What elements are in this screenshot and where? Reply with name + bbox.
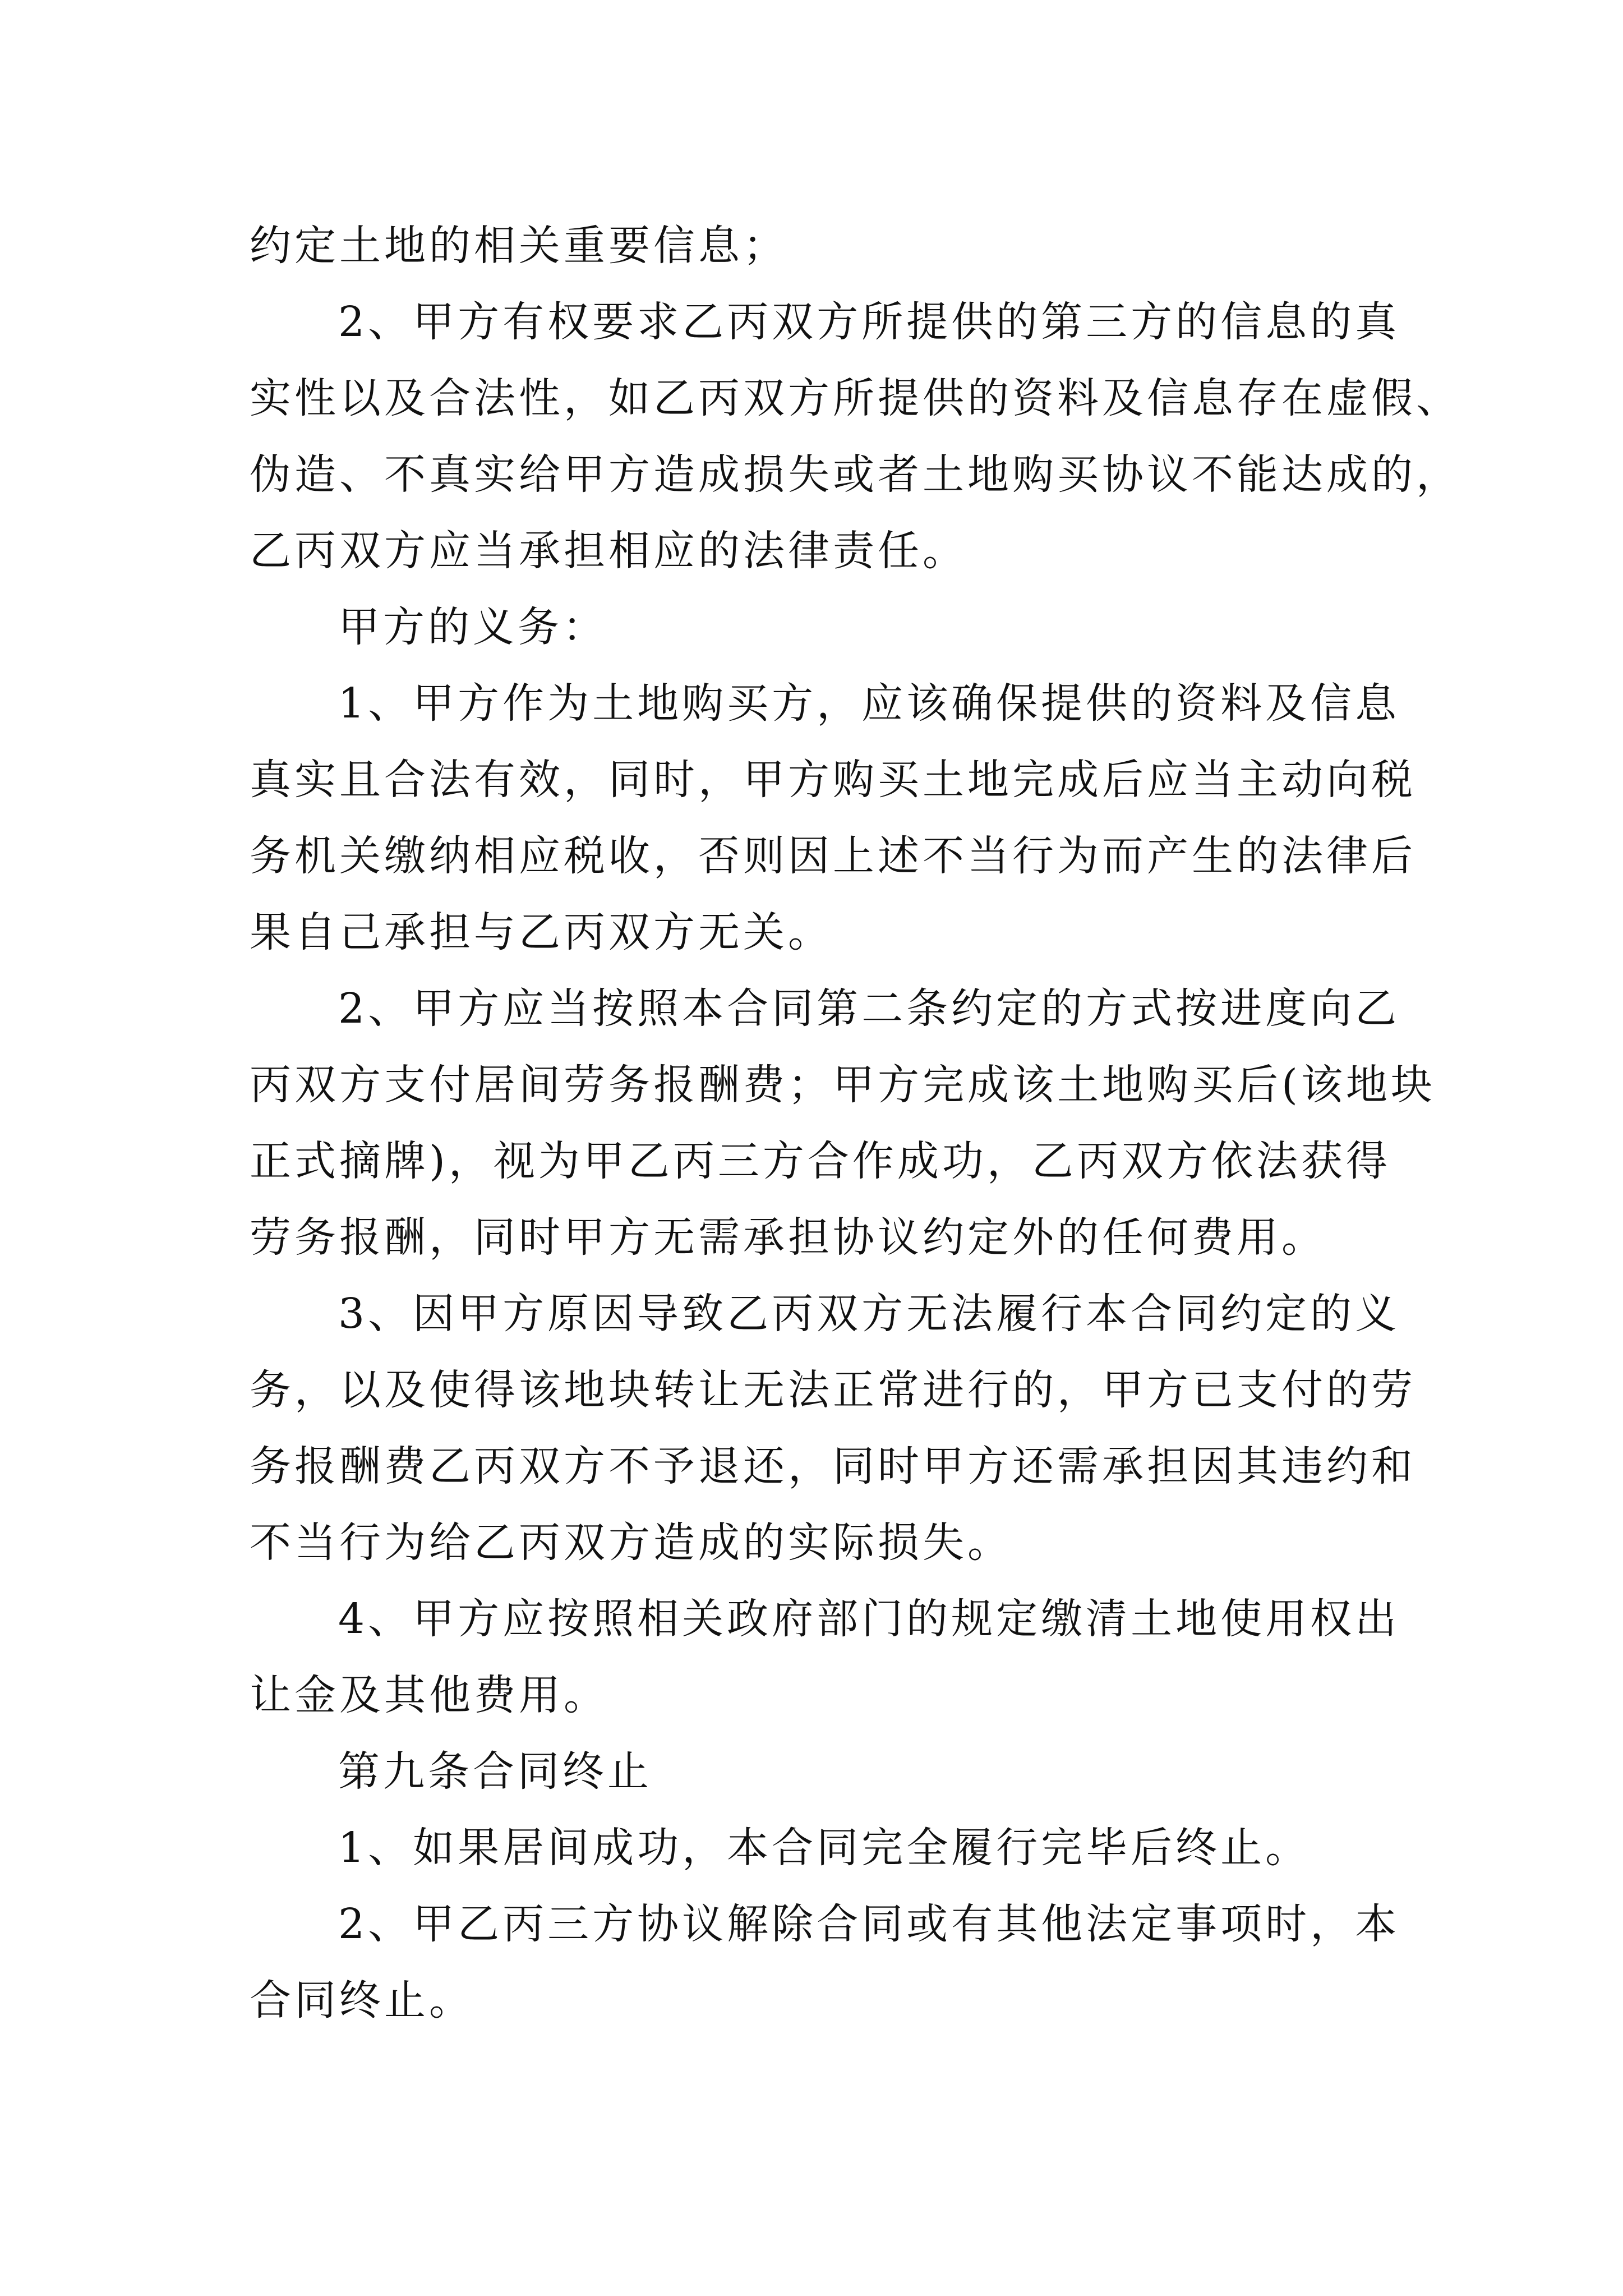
text-line: 合同终止。: [250, 1976, 474, 2024]
text-line: 乙丙双方应当承担相应的法律责任。: [250, 527, 967, 575]
text-line: 2、甲方有权要求乙丙双方所提供的第三方的信息的真: [338, 298, 1400, 346]
text-line: 1、甲方作为土地购买方，应该确保提供的资料及信息: [338, 679, 1400, 728]
text-line: 丙双方支付居间劳务报酬费；甲方完成该土地购买后(该地块: [250, 1061, 1436, 1109]
text-line: 2、甲方应当按照本合同第二条约定的方式按进度向乙: [338, 984, 1400, 1033]
text-line: 伪造、不真实给甲方造成损失或者土地购买协议不能达成的，: [250, 450, 1461, 499]
contract-body-text: [250, 208, 1461, 2039]
text-line: 让金及其他费用。: [250, 1671, 608, 1719]
text-line: 约定土地的相关重要信息；: [250, 222, 788, 270]
text-line: 真实且合法有效，同时，甲方购买土地完成后应当主动向税: [250, 756, 1416, 804]
text-line: 第九条合同终止: [338, 1747, 652, 1796]
text-line: 务，以及使得该地块转让无法正常进行的，甲方已支付的劳: [250, 1366, 1416, 1414]
text-line: 务机关缴纳相应税收，否则因上述不当行为而产生的法律后: [250, 832, 1416, 880]
text-line: 3、因甲方原因导致乙丙双方无法履行本合同约定的义: [338, 1290, 1400, 1338]
text-line: 不当行为给乙丙双方造成的实际损失。: [250, 1519, 1012, 1567]
text-line: 实性以及合法性，如乙丙双方所提供的资料及信息存在虚假、: [250, 374, 1461, 422]
text-line: 2、甲乙丙三方协议解除合同或有其他法定事项时，本: [338, 1900, 1400, 1948]
text-line: 正式摘牌)，视为甲乙丙三方合作成功，乙丙双方依法获得: [250, 1137, 1391, 1185]
text-line: 甲方的义务：: [338, 603, 607, 651]
text-line: 果自己承担与乙丙双方无关。: [250, 908, 833, 956]
text-line: 1、如果居间成功，本合同完全履行完毕后终止。: [338, 1824, 1311, 1872]
text-line: 劳务报酬，同时甲方无需承担协议约定外的任何费用。: [250, 1213, 1326, 1262]
text-line: 4、甲方应按照相关政府部门的规定缴清土地使用权出: [338, 1595, 1400, 1643]
text-line: 务报酬费乙丙双方不予退还，同时甲方还需承担因其违约和: [250, 1442, 1416, 1490]
